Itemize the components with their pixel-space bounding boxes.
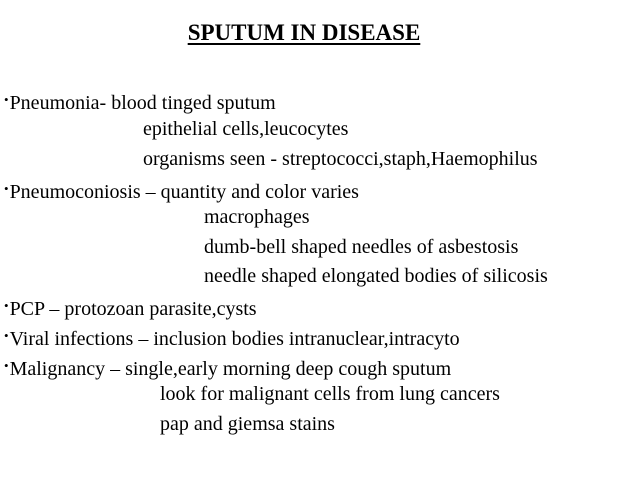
detail-line: look for malignant cells from lung cancers: [160, 383, 500, 405]
bullet-item-pcp: [4, 294, 257, 321]
detail-line: macrophages: [204, 206, 310, 228]
bullet-heading: PCP – protozoan parasite,cysts: [9, 298, 257, 320]
bullet-heading: Pneumonia- blood tinged sputum: [9, 92, 276, 114]
bullet-item-pneumoconiosis: [4, 177, 359, 204]
detail-line: pap and giemsa stains: [160, 413, 335, 435]
detail-line: dumb-bell shaped needles of asbestosis: [204, 236, 519, 258]
bullet-heading: Viral infections – inclusion bodies intranuclear,intracyto: [9, 328, 460, 350]
bullet-item-pneumonia: [4, 88, 276, 115]
bullet-icon: •: [4, 181, 9, 196]
bullet-heading: Pneumoconiosis – quantity and color varies: [9, 181, 359, 203]
bullet-item-viral-infections: [4, 324, 460, 351]
slide-title: SPUTUM IN DISEASE: [187, 20, 421, 45]
detail-line: needle shaped elongated bodies of silicosis: [204, 265, 548, 287]
bullet-icon: •: [4, 92, 9, 107]
bullet-heading: Malignancy – single,early morning deep cough sputum: [9, 358, 452, 380]
bullet-icon: •: [4, 328, 9, 343]
bullet-icon: •: [4, 358, 9, 373]
detail-line: organisms seen - streptococci,staph,Haemophilus: [143, 148, 538, 170]
bullet-icon: •: [4, 298, 9, 313]
detail-line: epithelial cells,leucocytes: [143, 118, 349, 140]
bullet-item-malignancy: [4, 354, 451, 381]
